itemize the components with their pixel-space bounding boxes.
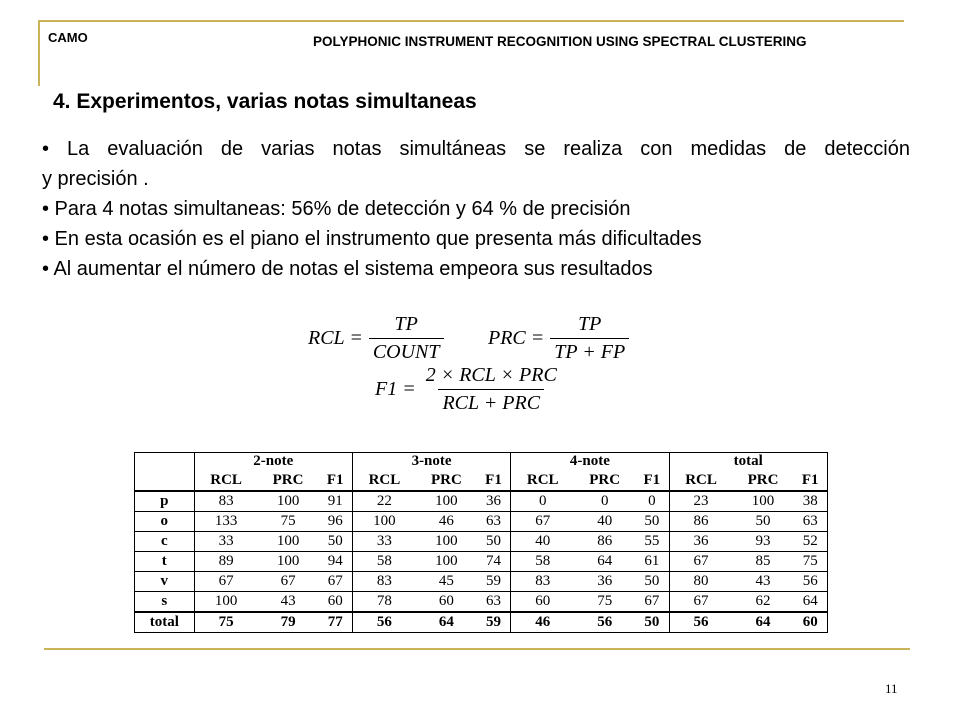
table-row [135, 552, 828, 572]
table-cell: 56 [352, 612, 416, 633]
table-cell: 36 [574, 572, 635, 592]
bullet-line: • La evaluación de varias notas simultáneas se realiza con medidas de detección [42, 138, 910, 160]
results-table [134, 452, 828, 633]
formula-numerator: TP [394, 313, 418, 335]
metric-header: RCL [669, 470, 733, 491]
table-cell: 94 [319, 552, 353, 572]
table-cell: 100 [258, 532, 319, 552]
table-cell: 75 [574, 592, 635, 613]
bullet-line: • Al aumentar el número de notas el sistema empeora sus resultados [42, 258, 653, 280]
metric-header: PRC [416, 470, 477, 491]
table-cell: 100 [258, 491, 319, 512]
row-label: t [135, 552, 195, 572]
table-cell: 100 [416, 491, 477, 512]
table-corner-cell [135, 453, 195, 471]
table-cell: 50 [319, 532, 353, 552]
table-cell: 67 [669, 592, 733, 613]
table-cell: 96 [319, 512, 353, 532]
section-title: 4. Experimentos, varias notas simultaneas [53, 90, 477, 113]
metric-header: F1 [319, 470, 353, 491]
metric-header: RCL [194, 470, 258, 491]
table-cell: 63 [793, 512, 827, 532]
formula-lhs: F1 = [375, 378, 416, 400]
table-cell: 60 [416, 592, 477, 613]
formula-denominator: RCL + PRC [438, 389, 544, 415]
table-cell: 93 [733, 532, 794, 552]
row-label: total [135, 612, 195, 633]
table-cell: 58 [352, 552, 416, 572]
page-number: 11 [885, 681, 898, 696]
table-cell: 36 [477, 491, 511, 512]
org-label: CAMO [48, 30, 88, 45]
group-header-4-note: 4-note [511, 453, 669, 471]
table-cell: 133 [194, 512, 258, 532]
group-header-3-note: 3-note [352, 453, 510, 471]
header-side-rule [38, 20, 40, 86]
table-cell: 50 [635, 572, 669, 592]
table-cell: 91 [319, 491, 353, 512]
group-header-total: total [669, 453, 827, 471]
table-cell: 100 [258, 552, 319, 572]
table-cell: 75 [793, 552, 827, 572]
table-cell: 67 [319, 572, 353, 592]
table-cell: 52 [793, 532, 827, 552]
formula-fraction [550, 313, 629, 364]
formula-f1 [375, 364, 561, 415]
table-cell: 100 [733, 491, 794, 512]
formula-rcl [308, 313, 444, 364]
table-cell: 45 [416, 572, 477, 592]
table-cell: 50 [635, 512, 669, 532]
table-cell: 67 [511, 512, 575, 532]
table-cell: 78 [352, 592, 416, 613]
table-cell: 40 [511, 532, 575, 552]
table-cell: 67 [258, 572, 319, 592]
table-cell: 0 [635, 491, 669, 512]
table-cell: 43 [733, 572, 794, 592]
table-cell: 75 [258, 512, 319, 532]
table-metric-header [135, 470, 828, 491]
table-cell: 23 [669, 491, 733, 512]
row-label: v [135, 572, 195, 592]
group-header-2-note: 2-note [194, 453, 352, 471]
metric-header: PRC [733, 470, 794, 491]
table-body [135, 491, 828, 633]
metric-header: F1 [635, 470, 669, 491]
table-cell: 67 [194, 572, 258, 592]
table-row [135, 612, 828, 633]
formula-numerator: TP [578, 313, 602, 335]
table-cell: 62 [733, 592, 794, 613]
bullet-list [42, 134, 910, 284]
table-corner-cell [135, 470, 195, 491]
table-cell: 50 [477, 532, 511, 552]
table-cell: 100 [194, 592, 258, 613]
table-cell: 60 [793, 612, 827, 633]
table-row [135, 592, 828, 613]
table-cell: 56 [793, 572, 827, 592]
table-cell: 60 [319, 592, 353, 613]
table-group-header [135, 453, 828, 471]
table-cell: 74 [477, 552, 511, 572]
table-cell: 58 [511, 552, 575, 572]
formula-denominator: COUNT [369, 338, 444, 364]
header-title: POLYPHONIC INSTRUMENT RECOGNITION USING SPECTRAL CLUSTERING [313, 34, 807, 49]
metric-header: RCL [352, 470, 416, 491]
metric-header: F1 [793, 470, 827, 491]
table-cell: 60 [511, 592, 575, 613]
table-cell: 64 [416, 612, 477, 633]
table-cell: 59 [477, 572, 511, 592]
table-cell: 61 [635, 552, 669, 572]
table-cell: 33 [194, 532, 258, 552]
row-label: c [135, 532, 195, 552]
table-cell: 46 [511, 612, 575, 633]
table-cell: 67 [669, 552, 733, 572]
table-cell: 33 [352, 532, 416, 552]
formula-lhs: PRC = [488, 327, 545, 349]
bullet-line: • En esta ocasión es el piano el instrumento que presenta más dificultades [42, 228, 702, 250]
table-cell: 59 [477, 612, 511, 633]
table-row [135, 512, 828, 532]
table-cell: 55 [635, 532, 669, 552]
table-cell: 67 [635, 592, 669, 613]
formula-fraction [422, 364, 561, 415]
metric-header: PRC [258, 470, 319, 491]
table-cell: 64 [574, 552, 635, 572]
table-cell: 63 [477, 512, 511, 532]
table-cell: 0 [511, 491, 575, 512]
table-row [135, 572, 828, 592]
table-cell: 86 [669, 512, 733, 532]
table-cell: 22 [352, 491, 416, 512]
formula-prc [488, 313, 629, 364]
metric-header: RCL [511, 470, 575, 491]
table-cell: 50 [635, 612, 669, 633]
table-cell: 83 [352, 572, 416, 592]
table-cell: 56 [574, 612, 635, 633]
table-row [135, 532, 828, 552]
table-cell: 50 [733, 512, 794, 532]
table-cell: 63 [477, 592, 511, 613]
table-cell: 64 [733, 612, 794, 633]
table-cell: 85 [733, 552, 794, 572]
table-cell: 83 [194, 491, 258, 512]
row-label: o [135, 512, 195, 532]
bullet-line: y precisión . [42, 168, 149, 190]
table-cell: 64 [793, 592, 827, 613]
formula-numerator: 2 × RCL × PRC [425, 364, 557, 386]
table-cell: 83 [511, 572, 575, 592]
formula-denominator: TP + FP [550, 338, 629, 364]
table-cell: 0 [574, 491, 635, 512]
table-cell: 86 [574, 532, 635, 552]
table-cell: 38 [793, 491, 827, 512]
table-cell: 100 [416, 532, 477, 552]
table-cell: 79 [258, 612, 319, 633]
row-label: p [135, 491, 195, 512]
table-cell: 40 [574, 512, 635, 532]
table-cell: 100 [416, 552, 477, 572]
row-label: s [135, 592, 195, 613]
table-cell: 77 [319, 612, 353, 633]
metric-header: PRC [574, 470, 635, 491]
formula-lhs: RCL = [308, 327, 363, 349]
table-cell: 46 [416, 512, 477, 532]
formula-fraction [369, 313, 444, 364]
table-row [135, 491, 828, 512]
header-rule [38, 20, 904, 22]
table-cell: 36 [669, 532, 733, 552]
table-cell: 56 [669, 612, 733, 633]
metric-header: F1 [477, 470, 511, 491]
table-cell: 75 [194, 612, 258, 633]
footer-rule [44, 648, 910, 650]
table-cell: 43 [258, 592, 319, 613]
table-cell: 100 [352, 512, 416, 532]
bullet-line: • Para 4 notas simultaneas: 56% de detección y 64 % de precisión [42, 198, 631, 220]
table-cell: 80 [669, 572, 733, 592]
table-cell: 89 [194, 552, 258, 572]
